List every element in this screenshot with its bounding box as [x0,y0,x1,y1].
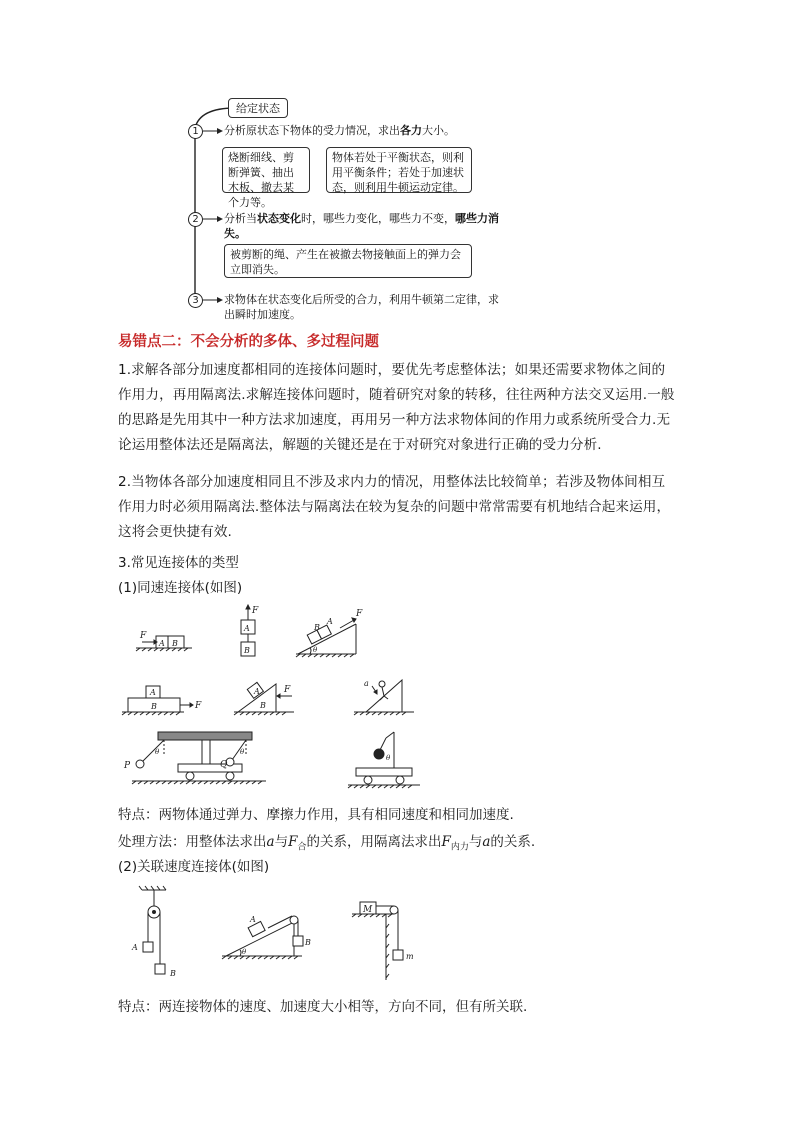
subheading-1: (1)同速连接体(如图) [118,580,243,596]
figure-same-speed [118,604,438,794]
label-M: M [363,905,373,915]
step-1-marker: 1 [188,124,203,139]
label-B-4: B [151,702,157,711]
label-F-1: F [140,631,147,641]
flow-box-step2: 被剪断的绳、产生在被撤去物接触面上的弹力会立即消失。 [224,244,472,278]
label-A-p1: A [132,943,138,952]
fig-pulley-vertical [131,886,176,978]
fig-incline-person [354,679,414,715]
step-1-text: 分析原状态下物体的受力情况，求出各力大小。 [224,124,455,137]
label-A-3: A [327,617,333,626]
label-F-4: F [195,701,202,711]
label-B-1: B [172,639,178,648]
subheading-2: (2)关联速度连接体(如图) [118,859,270,875]
fig-stacked-push [122,686,202,715]
label-a-6: a [364,679,369,688]
label-A-5: A [254,687,260,696]
step-3-marker: 3 [188,293,203,308]
step-3-text: 求物体在状态变化后所受的合力，利用牛顿第二定律，求出瞬时加速度。 [224,293,499,321]
flow-start-label: 给定状态 [236,102,280,115]
label-B-p1: B [170,969,176,978]
figure-related-speed [118,884,438,994]
flow-start-box [228,98,288,118]
label-Q: Q [220,760,228,770]
feature-1: 特点：两物体通过弹力、摩擦力作用，具有相同速度和相同加速度. [118,807,514,823]
label-theta-P: θ [155,748,160,756]
label-m: m [406,952,414,961]
fig-incline-push [296,609,363,657]
label-P: P [124,761,131,771]
label-A-p2: A [250,915,256,924]
label-B-5: B [260,701,266,710]
section-heading: 易错点二：不会分析的多体、多过程问题 [118,334,379,350]
paragraph-3: 3.常见连接体的类型 [118,555,239,571]
fig-pulley-incline [222,915,311,959]
method-1: 处理方法：用整体法求出a与$F_合$的关系，用隔离法求出$F_{内力}$与a的关系. [118,834,536,853]
paragraph-1: 1.求解各部分加速度都相同的连接体问题时，要优先考虑整体法；如果还需要求物体之间的作用力，再用隔离法.求解连接体问题时，随着研究对象的转移，往往两种方法交叉运用.一般的思路是先用其中一种方法求加速度，再用另一种方法求物体间的作用力或系统所受合力.无论运用整体法还是隔离法，解题的关键还是在于对研究对象进行正确的受力分析. [118,362,675,453]
label-theta-Q: θ [240,748,245,756]
feature-2: 特点：两连接物体的速度、加速度大小相等，方向不同，但有所关联. [118,999,528,1015]
label-F-2: F [252,606,259,616]
fig-cart-pendulums [123,732,266,784]
fig-crane-cart [348,732,420,788]
label-B-3: B [314,623,320,632]
label-theta-p2: θ [242,948,247,956]
label-F-3: F [356,609,363,619]
label-F-5: F [284,685,291,695]
label-theta-3: θ [313,646,318,654]
flow-box-right: 物体若处于平衡状态，则利用平衡条件；若处于加速状态，则利用牛顿运动定律。 [326,147,472,193]
step-2-text: 分析当状态变化时，哪些力变化，哪些力不变，哪些力消失。 [224,212,499,240]
label-A-1: A [159,639,165,648]
fig-wedge-push [234,682,294,715]
label-A-2: A [244,624,250,633]
paragraph-2: 2.当物体各部分加速度相同且不涉及求内力的情况，用整体法比较简单；若涉及物体间相互作用力时必须用隔离法.整体法与隔离法在较为复杂的问题中常常需要有机地结合起来运用，这将会更快捷有效. [118,474,671,540]
label-B-p2: B [305,938,311,947]
label-A-4: A [150,688,156,697]
fig-horizontal-push [136,631,192,651]
fig-vertical-lift [241,605,259,656]
step-2-marker: 2 [188,212,203,227]
flow-box-left: 烧断细线、剪断弹簧、抽出木板、撤去某个力等。 [222,147,310,193]
label-B-2: B [244,646,250,655]
fig-pulley-table [352,902,414,980]
label-theta-crane: θ [386,754,391,762]
